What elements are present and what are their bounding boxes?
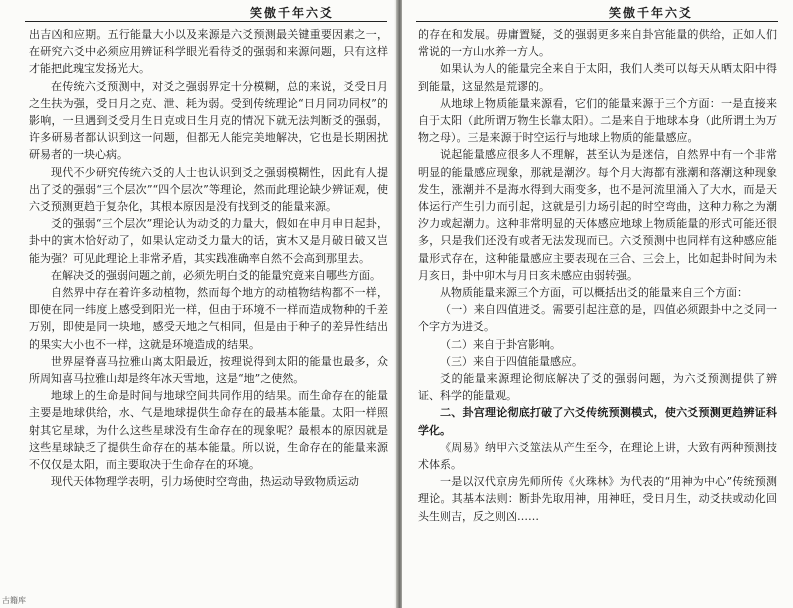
paragraph: 二、卦宫理论彻底打破了六爻传统预测模式，使六爻预测更趋辨证科学化。 (418, 406, 777, 437)
watermark: 古籍库 (2, 596, 26, 605)
paragraph: 在传统六爻预测中，对爻之强弱界定十分模糊，总的来说，爻受日月之生扶为强，受日月之克、泄、耗为弱。受到传统理论“日月同功同权”的影响，一旦遇到爻受月生日克或日生月克的情况下就无法判断爻的强弱，许多研易者都认识到这一问题，但都无人能完美地解决，它也是长期困扰研易者的一块心病。 (29, 79, 388, 162)
paragraph: 爻的能量来源理论彻底解决了爻的强弱问题，为六爻预测提供了辨证、科学的能量观。 (418, 372, 777, 403)
paragraph: 在解决爻的强弱问题之前，必须先明白爻的能量究竟来自哪些方面。 (51, 268, 381, 282)
paragraph: 地球上的生命是时间与地球空间共同作用的结果。而生命存在的能量主要是地球供给，水、气是地球提供生命存在的最基本能量。太阳一样照射其它星球，为什么这些星球没有生命存在的现象呢？最根本的原因就是这些星球缺乏了提供生命存在的基本能量。所以说，生命存在的能量来源不仅仅是太阳，而主要取决于生命存在的环境。 (29, 389, 388, 472)
paragraph: 从物质能量来源三个方面，可以概括出爻的能量来自三个方面： (440, 286, 748, 300)
paragraph: 自然界中存在着许多动植物，然而每个地方的动植物结构都不一样，即使在同一纬度上感受到阳光一样，但由于环境不一样而造成物种的千差万别，即使是同一块地，感受天地之气相同，但是由于种子的差异性结出的果实大小也不一样，这就是环境造成的结果。 (29, 286, 388, 351)
running-head-right: 笑傲千年六爻 (609, 6, 694, 20)
paragraph: 现代不少研究传统六爻的人士也认识到爻之强弱模糊性，因此有人提出了爻的强弱“三个层次”“四个层次”等理论，然而此理论缺少辨证观，使六爻预测更趋于复杂化，其根本原因是没有找到爻的能量来源。 (29, 165, 388, 214)
paragraph: 《周易》纳甲六爻筮法从产生至今，在理论上讲，大致有两种预测技术体系。 (418, 440, 777, 472)
paragraph: 一是以汉代京房先师所传《火珠林》为代表的“用神为中心”传统预测理论。其基本法则：断卦先取用神，用神旺，受日月生，动爻扶或动化回头生则吉，反之则凶…… (418, 475, 777, 523)
paragraph: （一）来自四值进爻。需要引起注意的是，四值必须跟卦中之爻同一个字方为进爻。 (418, 303, 777, 334)
header-rule (25, 21, 387, 22)
paragraph: 出吉凶和应期。五行能量大小以及来源是六爻预测最关键重要因素之一，在研究六爻中必须应用辨证科学眼光看待爻的强弱和来源问题，只有这样才能把此瑰宝发扬光大。 (29, 28, 388, 76)
right-page (402, 0, 793, 608)
paragraph: （二）来自于卦宫影响。 (440, 337, 561, 351)
paragraph: 说起能量感应很多人不理解，甚至认为是迷信，自然界中有一个非常明显的能量感应现象，那就是潮汐。每个月大海都有涨潮和落潮这种现象发生，涨潮并不是海水得到大雨变多，也不是河流里涌入了大水，而是天体运行产生引力而引起，这就是引力场引起的时空弯曲，这种力称之为潮汐力或起潮力。这种非常明显的天体感应地球上物质能量的形式可能还很多，只是我们还没有或者无法发现而已。六爻预测中也同样有这种感应能量形式存在，这种能量感应主要表现在三合、三会上，比如起卦时间为未月亥日，卦中卯木与月日亥未感应由弱转强。 (418, 148, 777, 282)
left-page-body (29, 26, 388, 490)
paragraph: 爻的强弱“三个层次”理论认为动爻的力量大，假如在申月申日起卦，卦中的寅木恰好动了，如果认定动爻力量大的话，寅木又是月破日破又岂能为强？可见此理论上非常矛盾，其实践准确率自然不会高到那里去。 (29, 217, 388, 265)
right-page-body (418, 26, 777, 525)
running-head-left: 笑傲千年六爻 (250, 6, 335, 20)
paragraph: 现代天体物理学表明，引力场使时空弯曲，热运动导致物质运动 (51, 475, 359, 489)
paragraph: 世界屋脊喜马拉雅山离太阳最近，按理说得到太阳的能量也最多，众所周知喜马拉雅山却是终年冰天雪地，这是“地”之使然。 (29, 354, 388, 386)
paragraph: 的存在和发展。毋庸置疑，爻的强弱更多来自卦宫能量的供给，正如人们常说的一方山水养一方人。 (418, 28, 777, 59)
paragraph: 从地球上物质能量来源看，它们的能量来源于三个方面：一是直接来自于太阳（此所谓万物生长靠太阳）。二是来自于地球本身（此所谓土为万物之母）。三是来源于时空运行与地球上物质的能量感应。 (418, 96, 777, 145)
paragraph: （三）来自于四值能量感应。 (440, 354, 583, 368)
paragraph: 如果认为人的能量完全来自于太阳，我们人类可以每天从晒太阳中得到能量，这显然是荒谬的。 (418, 62, 777, 93)
header-rule (416, 21, 778, 22)
